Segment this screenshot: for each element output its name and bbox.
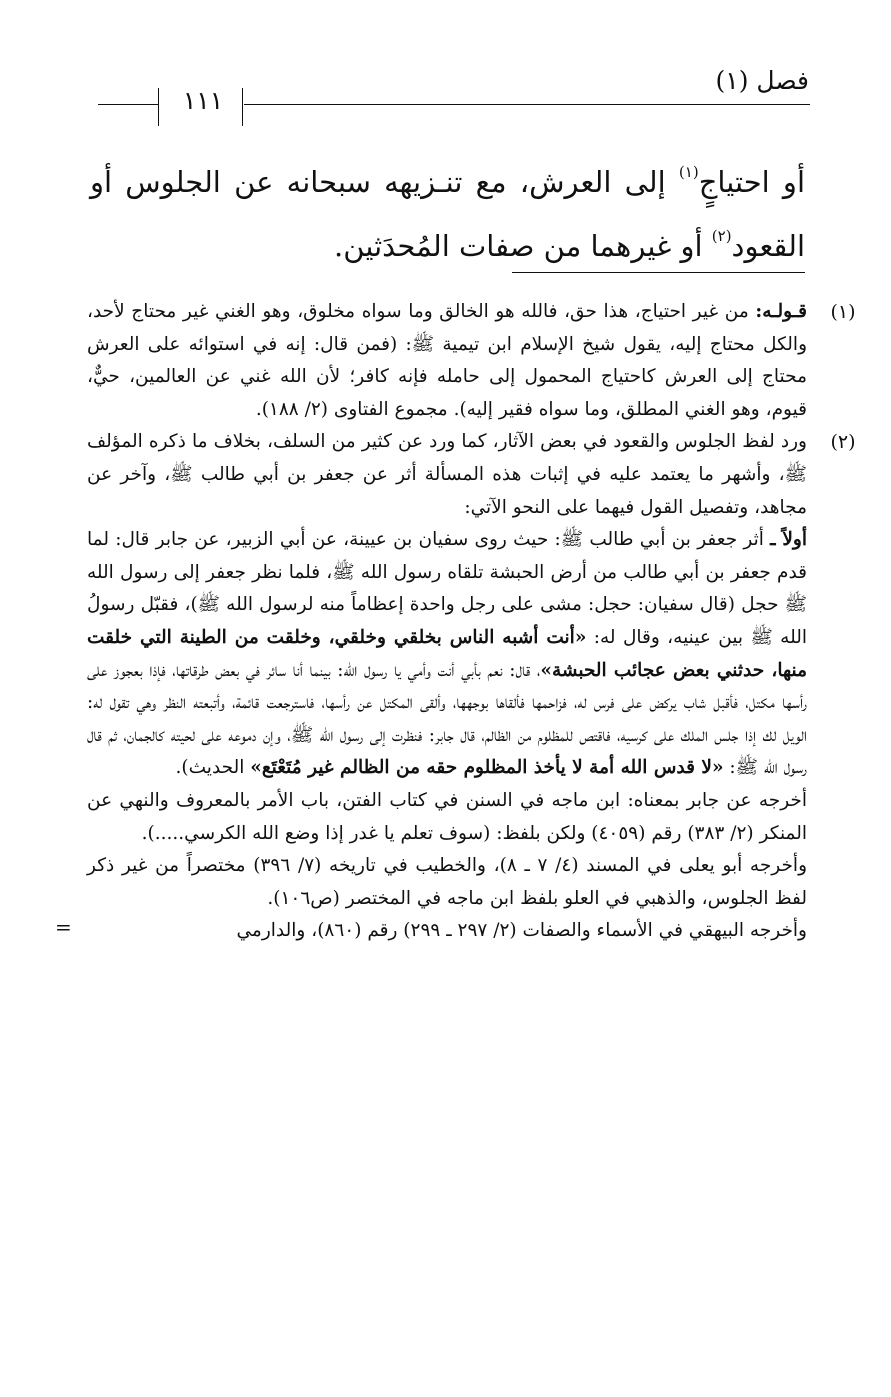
section-label: أولاً ـ: [770, 529, 807, 551]
footnote-text: ، قال: نعم بأبي أنت وأمي يا رسول الله: بينما أنا سائر في بعض طرقاتها، فإذا بعجوز على رأسها مكتل، فأقبل شاب يركض على فرس له، فزاحمها فألقاها بوجهها، وألقى المكتل عن رأسها، فاسترجعت قائمة، وأتبعته النظر وهي تقول له: الويل لك إذا جلس الملك على كرسيه، فاقتص للمظلوم من الظالم، قال جابر: فنظرت إلى رسول الله ﷺ، وإن دموعه على لحيته كالجمان، ثم قال رسول الله ﷺ:: [87, 659, 807, 779]
footnote-mark-2: (٢): [830, 431, 856, 454]
hadith-quote: «لا قدس الله أمة لا يأخذ المظلوم حقه من الظالم غير مُتَعْتَع»: [250, 757, 724, 779]
takhrij-paragraph: أخرجه عن جابر بمعناه: ابن ماجه في السنن في كتاب الفتن، باب الأمر بالمعروف والنهي عن المنكر (٢/ ٣٨٣) رقم (٤٠٥٩) ولكن بلفظ: (سوف تعلم يا غدر إذا وضع الله الكرسي.....).: [87, 789, 807, 844]
footnote-ref-2: (٢): [711, 227, 732, 246]
takhrij-paragraph: وأخرجه أبو يعلى في المسند (٤/ ٧ ـ ٨)، والخطيب في تاريخه (٧/ ٣٩٦) مختصراً من غير ذكر لفظ الجلوس، والذهبي في العلو بلفظ ابن ماجه في المختصر (ص١٠٦).: [87, 855, 808, 909]
footnote-text: الحديث).: [175, 757, 251, 779]
page-number: ١١١: [182, 86, 224, 115]
main-paragraph: [90, 150, 805, 278]
takhrij-paragraph: وأخرجه البيهقي في الأسماء والصفات (٢/ ٢٩٧ ـ ٢٩٩) رقم (٨٦٠)، والدارمي: [236, 920, 807, 942]
footnote-text: ورد لفظ الجلوس والقعود في بعض الآثار، كما ورد عن كثير من السلف، بخلاف ما ذكره المؤلف ﷺ، وأشهر ما يعتمد عليه في إثبات هذه المسألة أثر عن جعفر بن أبي طالب ﷺ، وآخر عن مجاهد، وتفصيل القول فيهما على النحو الآتي:: [87, 431, 807, 518]
footnote-mark-1: (١): [830, 301, 856, 323]
footnote-text: من غير احتياج، هذا حق، فالله هو الخالق وما سواه مخلوق، وهو الغني غير محتاج لأحد، والكل محتاج إليه، يقول شيخ الإسلام ابن تيمية ﷺ: (فمن قال: إنه في استوائه على العرش محتاج إلى العرش كاحتياج المحمول إلى حامله فإنه كافر؛ لأن الله غني عن العالمين، حيٌّ، قيوم، وهو الغني المطلق، وما سواه فقير إليه). مجموع الفتاوى (٢/ ١٨٨).: [87, 301, 807, 420]
footnote-label: قـولـه:: [755, 301, 807, 322]
main-text-run: القعود: [731, 229, 805, 263]
main-text: [90, 150, 805, 278]
footnote-1: [87, 296, 856, 426]
footnote-separator: [512, 272, 805, 273]
footnote-ref-1: (١): [678, 163, 699, 182]
footnotes: [55, 296, 856, 948]
hadith-quote: «أنت أشبه الناس بخلقي وخلقي، وخلقت من الطينة التي خلقت منها، حدثني بعض عجائب الحبشة»: [87, 626, 807, 681]
header-tick-left: [158, 88, 159, 126]
main-text-run: أو احتياجٍ: [698, 165, 805, 199]
footnote-text: أثر جعفر بن أبي طالب ﷺ: حيث روى سفيان بن عيينة، عن أبي الزبير، عن جابر قال: لما قدم جعفر بن أبي طالب من أرض الحبشة تلقاه رسول الله ﷺ، فلما نظر جعفر إلى رسول الله ﷺ حجل (قال سفيان: حجل: مشى على رجل واحدة إعظاماً منه لرسول الله ﷺ)، فقبّل رسولُ الله ﷺ بين عينيه، وقال له:: [87, 529, 807, 648]
continuation-mark: =: [55, 915, 72, 940]
header-rule-left: [98, 104, 158, 105]
main-text-run: أو غيرهما من صفات المُحدَثين.: [334, 229, 712, 263]
main-text-run: إلى العرش، مع تنـزيهه سبحانه عن الجلوس أو: [90, 165, 679, 199]
header-rule-right: [244, 104, 810, 105]
header-tick-right: [242, 88, 243, 126]
footnote-2: [55, 426, 856, 948]
running-header-title: فصل (١): [715, 66, 809, 95]
